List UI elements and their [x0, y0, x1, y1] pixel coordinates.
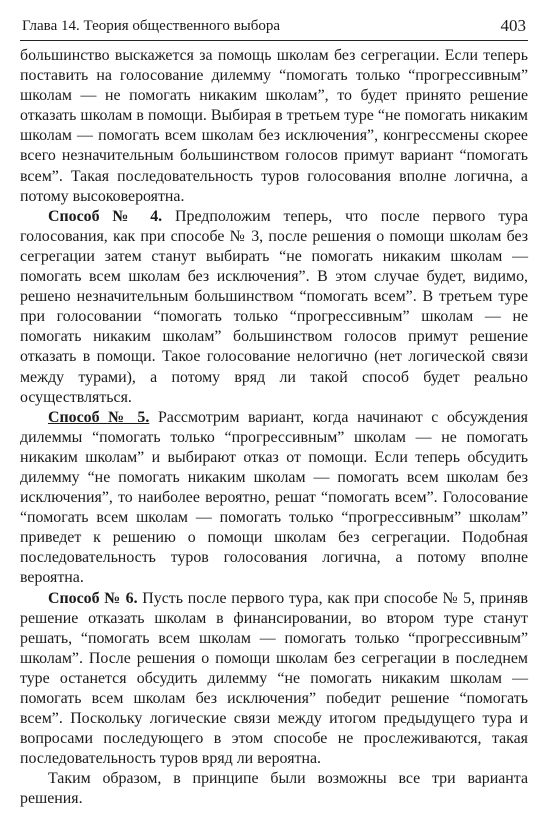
method-5-heading: Способ № 5.	[48, 408, 150, 426]
running-header	[20, 14, 528, 41]
paragraph	[20, 589, 528, 770]
paragraph-text: Таким образом, в принципе были возможны все три варианта решения.	[20, 770, 528, 808]
paragraph-text: Предположим теперь, что после первого тура голосования, как при способе № 3, после решения о помощи школам без сегрегации затем станут выбирать “не помогать никаким школам — помогать всем школам без исключения”. В этом случае будет, видимо, решено незначительным большинством “помогать всем”. В третьем туре при голосовании “помогать только “прогрессивным” школам — не помогать никаким школам” большинством голосов примут решение отказать в помощи. Такое голосование нелогично (нет логической связи между турами), а потому вряд ли такой способ будет реально осуществляться.	[20, 207, 528, 406]
paragraph	[20, 46, 528, 207]
paragraph	[20, 769, 528, 809]
method-4-heading: Способ № 4.	[48, 207, 163, 225]
paragraph	[20, 408, 528, 589]
book-page	[20, 14, 528, 824]
page-number: 403	[500, 16, 526, 35]
paragraph	[20, 207, 528, 408]
method-6-heading: Способ № 6.	[48, 589, 138, 607]
chapter-title: Глава 14. Теория общественного выбора	[22, 18, 281, 34]
paragraph-text: Пусть после первого тура, как при способе № 5, приняв решение отказать школам в финансировании, во втором туре станут решать, “помогать всем школам — помогать только “прогрессивным” школам”. После решения о помощи школам без сегрегации в последнем туре останется обсудить дилемму “не помогать никаким школам — помогать всем школам без исключения” победит решение “помогать всем”. Поскольку логические связи между итогом предыдущего тура и вопросами последующего в этом способе не прослеживаются, такая последовательность туров вряд ли вероятна.	[20, 589, 528, 768]
paragraph-text: Рассмотрим вариант, когда начинают с обсуждения дилеммы “помогать только “прогрессивным” школам — не помогать никаким школам” и выбирают отказ от помощи. Если теперь обсудить дилемму “не помогать никаким школам — помогать всем школам без исключения”, то наиболее вероятно, решат “помогать всем”. Голосование “помогать всем школам — помогать только “прогрессивным” школам” приведет к решению о помощи школам без сегрегации. Подобная последовательность туров голосования логична, а потому вполне вероятна.	[20, 408, 528, 587]
paragraph-text: большинство выскажется за помощь школам без сегрегации. Если теперь поставить на голосование дилемму “помогать только “прогрессивным” школам — не помогать никаким школам”, то будет принято решение отказать школам в помощи. Выбирая в третьем туре “не помогать никаким школам — помогать всем школам без исключения”, конгрессмены скорее всего незначительным большинством голосов примут вариант “помогать всем”. Такая последовательность туров голосования вполне логична, а потому высоковероятна.	[20, 47, 528, 205]
body-text	[20, 46, 528, 810]
